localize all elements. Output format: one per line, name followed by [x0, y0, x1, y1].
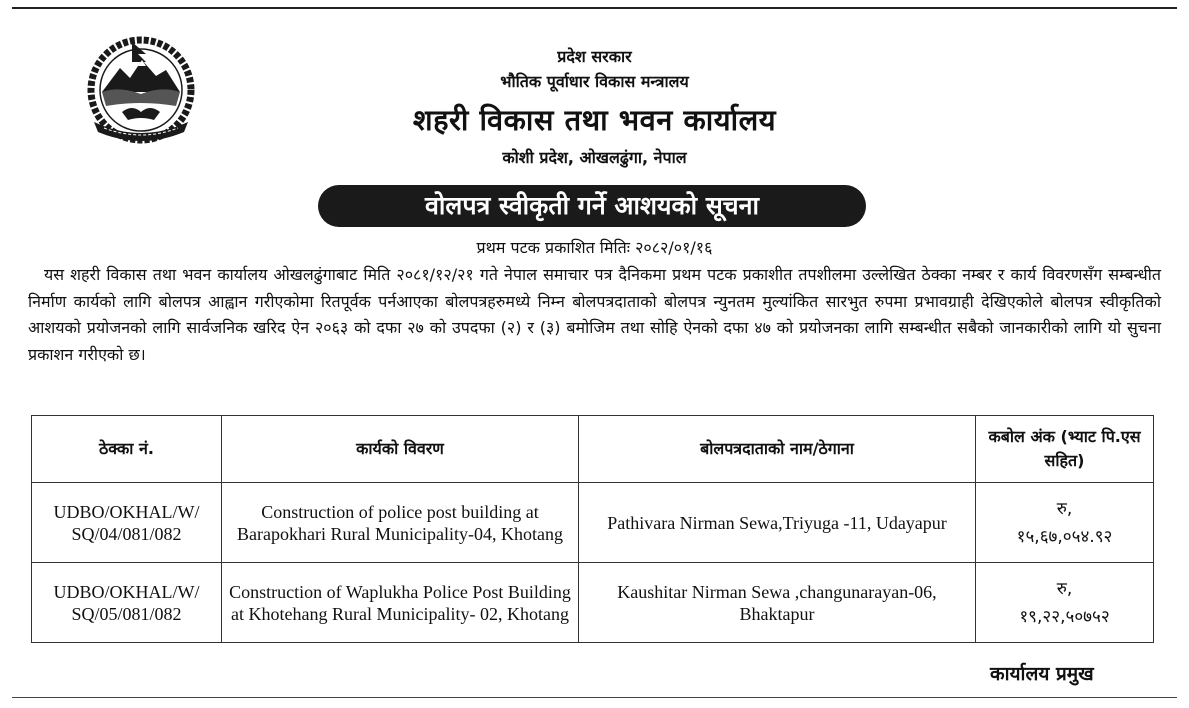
table-row: [32, 483, 1154, 563]
table-header-row: [32, 416, 1154, 483]
tender-table: [31, 415, 1154, 643]
notice-title-banner: वोलपत्र स्वीकृती गर्ने आशयको सूचना: [318, 185, 866, 227]
amount-cell: [976, 483, 1154, 563]
amount-value: १५,६७,०५४.९२: [1016, 526, 1113, 547]
header-ministry: भौतिक पूर्वाधार विकास मन्त्रालय: [500, 72, 689, 91]
amount-value: १९,२२,५०७५२: [1019, 606, 1110, 627]
header-bidder-name-address: बोलपत्रदाताको नाम/ठेगाना: [579, 416, 976, 483]
header-contract-no: ठेक्का नं.: [32, 416, 222, 483]
top-rule: [12, 7, 1177, 9]
bidder-cell: Kaushitar Nirman Sewa ,changunarayan-06, Bhaktapur: [579, 563, 976, 643]
header-office-name: शहरी विकास तथा भवन कार्यालय: [412, 103, 777, 137]
bidder-cell: Pathivara Nirman Sewa,Triyuga -11, Udayapur: [579, 483, 976, 563]
contract-no-cell: UDBO/OKHAL/W/ SQ/04/081/082: [32, 483, 222, 563]
description-cell: Construction of Waplukha Police Post Building at Khotehang Rural Municipality- 02, Khotang: [222, 563, 579, 643]
currency-label: रु,: [1056, 578, 1073, 599]
contract-no-cell: UDBO/OKHAL/W/ SQ/05/081/082: [32, 563, 222, 643]
notice-body-text: यस शहरी विकास तथा भवन कार्यालय ओखलढुंगाबाट मिति २०८१/१२/२१ गते नेपाल समाचार पत्र दैनिकमा प्रथम पटक प्रकाशीत तपशीलमा उल्लेखित ठेक्का नम्बर र कार्य विवरणसँग सम्बन्धीत निर्माण कार्यको लागि बोलपत्र आह्वान गरीएकोमा रितपूर्वक पर्नआएका बोलपत्रहरुमध्ये निम्न बोलपत्रदाताको बोलपत्र न्युनतम मुल्यांकित सारभुत रुपमा प्रभावग्राही देखिएकोले बोलपत्र स्वीकृतिको आशयको प्रयोजनको लागि सार्वजनिक खरिद ऐन २०६३ को दफा २७ को उपदफा (२) र (३) बमोजिम तथा सोहि ऐनको दफा ४७ को प्रयोजनका लागि सम्बन्धीत सबैको जानकारीको लागि यो सुचना प्रकाशन गरीएको छ।: [28, 265, 1161, 364]
office-chief-signature: कार्यालय प्रमुख: [990, 663, 1094, 685]
description-cell: Construction of police post building at Barapokhari Rural Municipality-04, Khotang: [222, 483, 579, 563]
header-province-government: प्रदेश सरकार: [557, 47, 632, 66]
header-address: कोशी प्रदेश, ओखलढुंगा, नेपाल: [502, 148, 687, 167]
header-work-description: कार्यको विवरण: [222, 416, 579, 483]
bottom-rule: [12, 697, 1177, 698]
header-bid-amount: कबोल अंक (भ्याट पि.एस सहित): [976, 416, 1154, 483]
amount-cell: [976, 563, 1154, 643]
currency-label: रु,: [1056, 498, 1073, 519]
table-row: [32, 563, 1154, 643]
published-date: प्रथम पटक प्रकाशित मितिः २०८२/०१/१६: [476, 238, 713, 257]
